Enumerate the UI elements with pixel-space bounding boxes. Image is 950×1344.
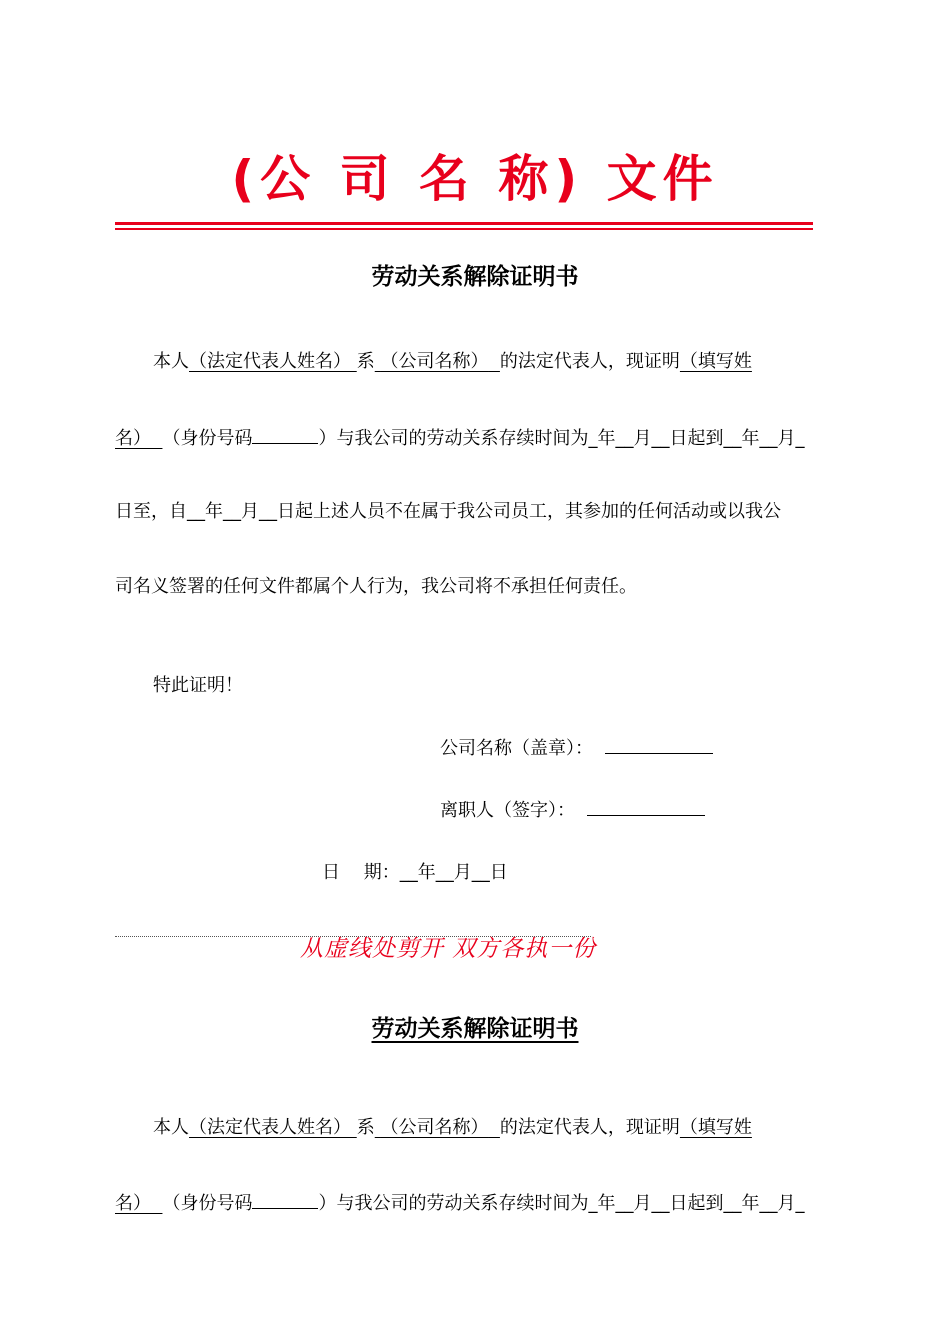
company-name-field: （公司名称）	[380, 351, 489, 372]
id-number-blank	[252, 1190, 318, 1209]
certificate-title: 劳动关系解除证明书	[371, 264, 579, 290]
paragraph-line-4: 司名义签署的任何文件都属个人行为，我公司将不承担任何责任。	[115, 576, 637, 597]
paragraph-line-2-copy2	[115, 1190, 804, 1217]
company-seal-row	[440, 735, 713, 762]
header-rule-thick	[115, 222, 813, 225]
employee-name-field: （填写姓	[679, 351, 752, 372]
header-rule-thin	[115, 228, 813, 230]
paragraph-line-1-copy2	[153, 1115, 752, 1141]
legal-rep-name-field: （法定代表人姓名）	[189, 1117, 351, 1138]
employee-name-field-cont: 名）	[115, 428, 151, 449]
text-segment: 本人	[153, 351, 189, 372]
id-number-blank	[252, 425, 318, 444]
date-row: 日 期：__年__月__日	[322, 862, 508, 883]
employee-name-field-cont: 名）	[115, 1193, 151, 1214]
text-segment: 本人	[153, 1117, 189, 1138]
employee-sign-blank	[587, 797, 705, 816]
text-segment: ）与我公司的劳动关系存续时间为_年__月__日起到__年__月_	[318, 428, 805, 449]
company-file-header: (公 司 名 称) 文件	[231, 150, 719, 208]
employee-name-field: （填写姓	[679, 1117, 752, 1138]
text-segment: 的法定代表人，现证明	[499, 351, 680, 372]
text-segment: 系	[356, 1117, 375, 1138]
certificate-title-copy2	[0, 1014, 950, 1044]
employee-sign-label: 离职人（签字）：	[440, 800, 575, 821]
cut-instruction-note: 从虚线处剪开 双方各执一份	[300, 936, 597, 962]
company-name-field: （公司名称）	[380, 1117, 489, 1138]
certificate-title-text: 劳动关系解除证明书	[371, 1016, 579, 1042]
text-segment: 系	[356, 351, 375, 372]
company-seal-blank	[605, 735, 713, 754]
paragraph-line-2	[115, 425, 804, 452]
closing-text: 特此证明！	[153, 675, 243, 696]
text-segment: （身份号码	[162, 1193, 253, 1214]
paragraph-line-1	[153, 349, 752, 375]
paragraph-line-3: 日至，自__年__月__日起上述人员不在属于我公司员工，其参加的任何活动或以我公	[115, 501, 781, 522]
company-seal-label: 公司名称（盖章）：	[440, 738, 593, 759]
employee-sign-row	[440, 797, 705, 824]
text-segment: ）与我公司的劳动关系存续时间为_年__月__日起到__年__月_	[318, 1193, 805, 1214]
legal-rep-name-field: （法定代表人姓名）	[189, 351, 351, 372]
text-segment: 的法定代表人，现证明	[499, 1117, 680, 1138]
text-segment: （身份号码	[162, 428, 253, 449]
